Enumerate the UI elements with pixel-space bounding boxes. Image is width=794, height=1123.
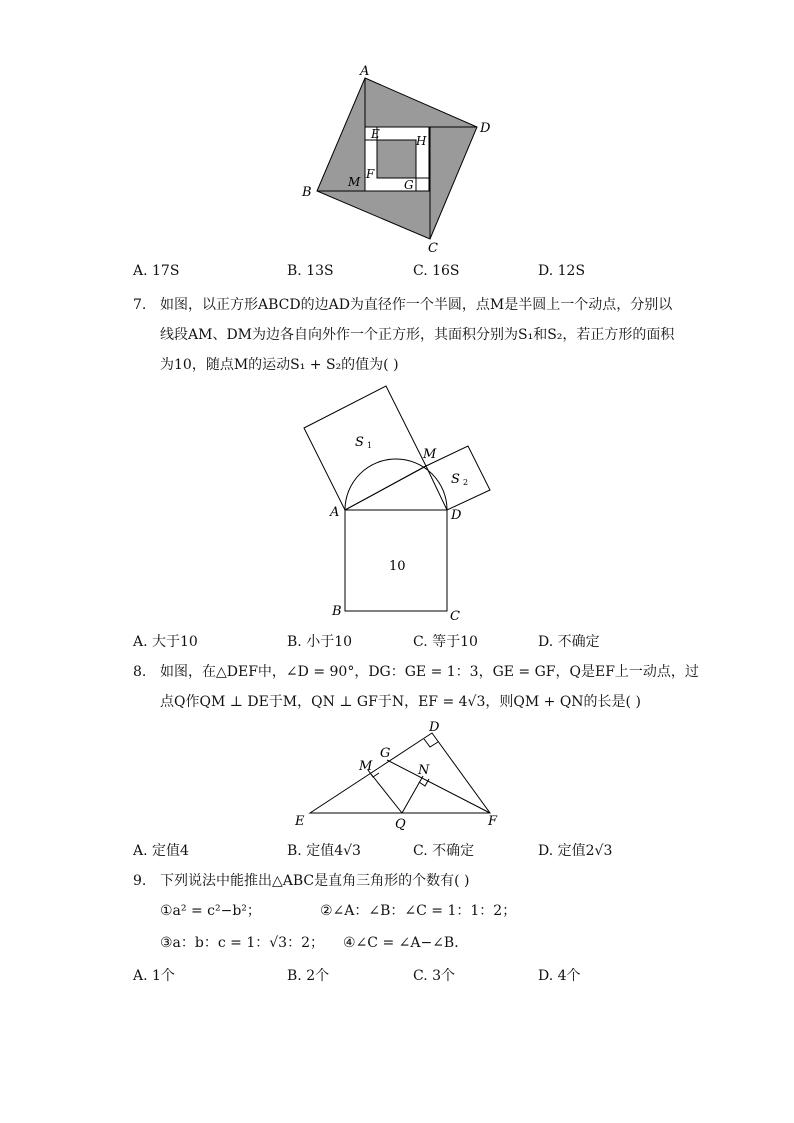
q7-square-s1 (304, 386, 426, 510)
q6-label-D: D (480, 121, 491, 136)
q7-label-area: 10 (389, 559, 406, 574)
q8-figure (290, 716, 505, 832)
q8-label-f: F (488, 814, 498, 829)
q7-label-c: C (450, 609, 460, 624)
q8-label-d: D (429, 720, 440, 735)
q6-label-A: A (360, 64, 370, 79)
q7-text-line3: 为10，随点M的运动S₁ + S₂的值为( ) (160, 357, 399, 373)
q8-label-g: G (380, 746, 391, 761)
q7-label-a: A (330, 505, 340, 520)
q7-number: 7. (133, 297, 147, 313)
q8-label-e: E (295, 814, 305, 829)
q8-option-a[interactable]: A. 定值4 (133, 843, 189, 859)
q9-option-c[interactable]: C. 3个 (413, 968, 456, 984)
q6-label-B: B (302, 185, 312, 200)
q8-number: 8. (133, 664, 147, 680)
q6-center-square (377, 140, 416, 178)
q6-figure (295, 58, 505, 258)
q6-label-C: C (428, 241, 438, 256)
q6-option-b[interactable]: B. 13S (287, 263, 334, 279)
q8-label-n: N (418, 763, 430, 778)
q6-option-c[interactable]: C. 16S (413, 263, 460, 279)
q6-option-a[interactable]: A. 17S (133, 263, 180, 279)
q7-label-b: B (332, 604, 342, 619)
q9-item-1: ①a² = c²−b²； (160, 903, 261, 919)
q9-option-a[interactable]: A. 1个 (133, 968, 175, 984)
q9-text-line1: 下列说法中能推出△ABC是直角三角形的个数有( ) (160, 873, 470, 889)
q9-item-3: ③a：b：c = 1：√3：2； (160, 935, 324, 951)
q9-item-4: ④∠C = ∠A−∠B． (343, 935, 469, 951)
q9-option-d[interactable]: D. 4个 (538, 968, 581, 984)
q7-label-s1: S (355, 435, 364, 450)
q7-option-b[interactable]: B. 小于10 (287, 634, 353, 650)
q8-option-b[interactable]: B. 定值4√3 (287, 843, 361, 859)
q9-item-2: ②∠A：∠B：∠C = 1：1：2； (320, 903, 517, 919)
q7-option-d[interactable]: D. 不确定 (538, 634, 600, 650)
q6-label-M: M (348, 175, 361, 189)
q8-label-m: M (359, 759, 373, 774)
q8-label-q: Q (395, 817, 406, 832)
q7-label-s2: S (451, 472, 460, 487)
q7-option-a[interactable]: A. 大于10 (133, 634, 198, 650)
q8-text-line1: 如图，在△DEF中，∠D = 90°，DG：GE = 1：3，GE = GF，Q是EF上一动点，过 (160, 664, 699, 680)
q7-figure (295, 378, 500, 626)
q8-option-d[interactable]: D. 定值2√3 (538, 843, 613, 859)
q7-label-d: D (451, 508, 462, 523)
q7-text-line1: 如图，以正方形ABCD的边AD为直径作一个半圆，点M是半圆上一个动点，分别以 (160, 297, 673, 313)
q7-label-m: M (423, 447, 437, 462)
q7-label-s2-sub: 2 (463, 478, 469, 487)
q9-option-b[interactable]: B. 2个 (287, 968, 330, 984)
q6-label-F: F (366, 167, 375, 181)
q8-triangle-def (310, 733, 490, 813)
q9-number: 9. (133, 873, 147, 889)
q8-option-c[interactable]: C. 不确定 (413, 843, 475, 859)
q8-text-line2: 点Q作QM ⊥ DE于M，QN ⊥ GF于N，EF = 4√3，则QM + QN的长是( ) (160, 694, 641, 710)
q7-label-s1-sub: 1 (367, 441, 373, 450)
q7-option-c[interactable]: C. 等于10 (413, 634, 478, 650)
q6-option-d[interactable]: D. 12S (538, 263, 586, 279)
q6-label-G: G (404, 178, 414, 192)
q6-label-E: E (371, 127, 380, 141)
q6-label-H: H (416, 134, 427, 148)
q7-text-line2: 线段AM、DM为边各自向外作一个正方形，其面积分别为S₁和S₂，若正方形的面积 (160, 327, 675, 343)
